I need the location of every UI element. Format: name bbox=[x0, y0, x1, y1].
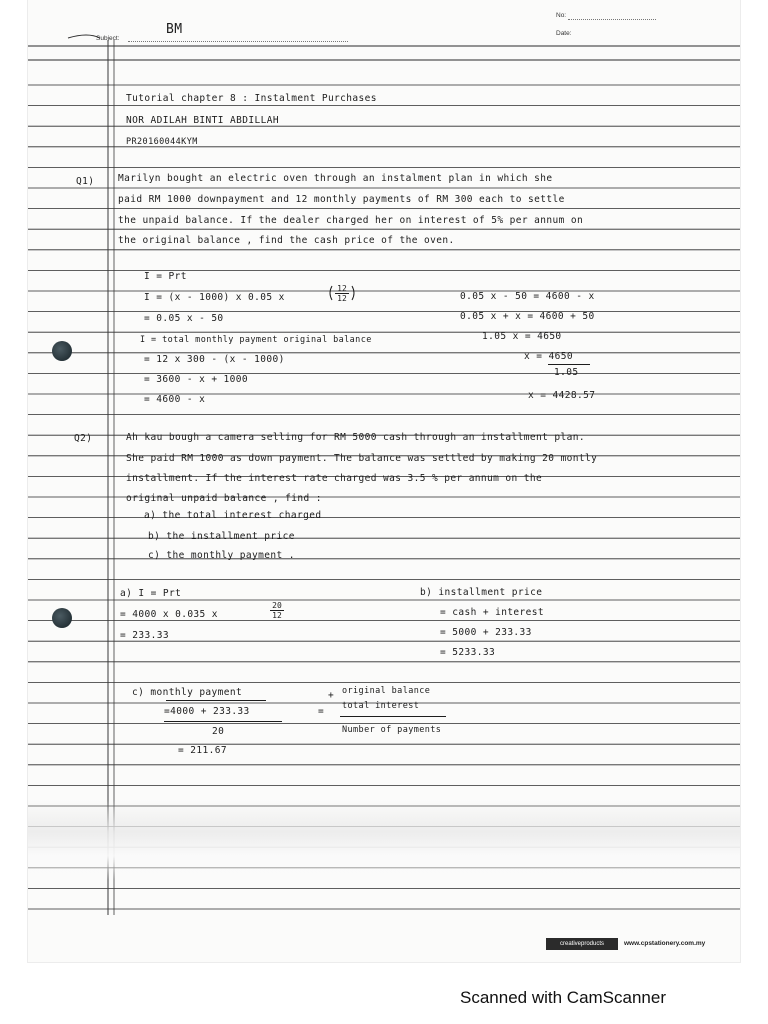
q2-c-work-1: c) monthly payment bbox=[132, 687, 243, 698]
q2-c-right-bar bbox=[340, 716, 446, 717]
q2-a-answer: = 233.33 bbox=[120, 630, 169, 641]
brand-url: www.cpstationery.com.my bbox=[624, 940, 706, 947]
q1-fraction: 12 12 bbox=[335, 284, 349, 303]
no-label: No: bbox=[556, 12, 567, 19]
scanner-watermark: Scanned with CamScanner bbox=[460, 988, 667, 1007]
binder-hole-lower bbox=[52, 608, 72, 628]
q2-part-c: c) the monthly payment . bbox=[148, 550, 295, 561]
q1-work-7: = 4600 - x bbox=[144, 394, 206, 405]
q1-answer: x = 4428.57 bbox=[528, 390, 596, 401]
q1-work-1: I = Prt bbox=[144, 271, 187, 282]
q2-c-answer: = 211.67 bbox=[178, 745, 227, 756]
notebook-page bbox=[28, 0, 740, 962]
q1-line-3: the unpaid balance. If the dealer charged her on interest of 5% per annum on bbox=[118, 215, 584, 226]
q1-work-3: = 0.05 x - 50 bbox=[144, 313, 224, 324]
q2-c-right-2: total interest bbox=[342, 701, 420, 711]
q1-work-4: I = total monthly payment original balance bbox=[140, 335, 372, 345]
q2-c-underline bbox=[166, 700, 266, 701]
q2-c-plus: + bbox=[328, 690, 335, 701]
q1-work-2: I = (x - 1000) x 0.05 x bbox=[144, 292, 285, 303]
q2-c-division-bar bbox=[164, 721, 282, 722]
q2-label: Q2) bbox=[74, 433, 93, 444]
q2-line-3: installment. If the interest rate charged was 3.5 % per annum on the bbox=[126, 473, 543, 484]
q2-part-a: a) the total interest charged bbox=[144, 510, 322, 521]
q2-b-work-2: = cash + interest bbox=[440, 607, 545, 618]
subject-value: BM bbox=[166, 22, 183, 37]
q1-right-3: 1.05 x = 4650 bbox=[482, 331, 562, 342]
q1-line-2: paid RM 1000 downpayment and 12 monthly payments of RM 300 each to settle bbox=[118, 194, 565, 205]
q2-c-equals: = bbox=[318, 706, 325, 717]
student-name: NOR ADILAH BINTI ABDILLAH bbox=[126, 115, 279, 126]
q1-line-4: the original balance , find the cash price of the oven. bbox=[118, 235, 455, 246]
subject-dots bbox=[128, 41, 348, 42]
q2-b-answer: = 5233.33 bbox=[440, 647, 496, 658]
q2-c-right-1: original balance bbox=[342, 686, 431, 696]
q2-b-work-1: b) installment price bbox=[420, 587, 543, 598]
q1-work-6: = 3600 - x + 1000 bbox=[144, 374, 249, 385]
q1-division-bar bbox=[548, 364, 590, 365]
date-label: Date: bbox=[556, 30, 572, 37]
student-id: PR20160044KYM bbox=[126, 137, 198, 147]
q1-work-5: = 12 x 300 - (x - 1000) bbox=[144, 354, 285, 365]
no-dots bbox=[568, 19, 656, 20]
brand-logo: creativeproducts bbox=[546, 938, 618, 950]
q2-line-1: Ah kau bough a camera selling for RM 5000 cash through an installment plan. bbox=[126, 432, 585, 443]
q2-line-4: original unpaid balance , find : bbox=[126, 493, 322, 504]
q2-part-b: b) the installment price bbox=[148, 531, 295, 542]
q2-b-work-3: = 5000 + 233.33 bbox=[440, 627, 532, 638]
q1-right-4: x = 4650 bbox=[524, 351, 573, 362]
q2-c-work-2: =4000 + 233.33 bbox=[164, 706, 250, 717]
paper-fold-shadow bbox=[28, 800, 740, 880]
q2-c-right-3: Number of payments bbox=[342, 725, 442, 735]
q2-line-2: She paid RM 1000 as down payment. The balance was settled by making 20 montly bbox=[126, 453, 598, 464]
q2-c-work-3: 20 bbox=[212, 726, 225, 737]
binder-hole-upper bbox=[52, 341, 72, 361]
q1-line-1: Marilyn bought an electric oven through an instalment plan in which she bbox=[118, 173, 553, 184]
q1-right-1: 0.05 x - 50 = 4600 - x bbox=[460, 291, 595, 302]
q1-label: Q1) bbox=[76, 176, 95, 187]
q1-right-5: 1.05 bbox=[554, 367, 579, 378]
q2-a-work-1: a) I = Prt bbox=[120, 588, 182, 599]
subject-label: Subject: bbox=[96, 35, 120, 42]
q1-right-2: 0.05 x + x = 4600 + 50 bbox=[460, 311, 595, 322]
q2-a-work-2: = 4000 x 0.035 x bbox=[120, 609, 218, 620]
tutorial-title: Tutorial chapter 8 : Instalment Purchases bbox=[126, 93, 377, 104]
q2-a-fraction: 20 12 bbox=[270, 601, 284, 620]
